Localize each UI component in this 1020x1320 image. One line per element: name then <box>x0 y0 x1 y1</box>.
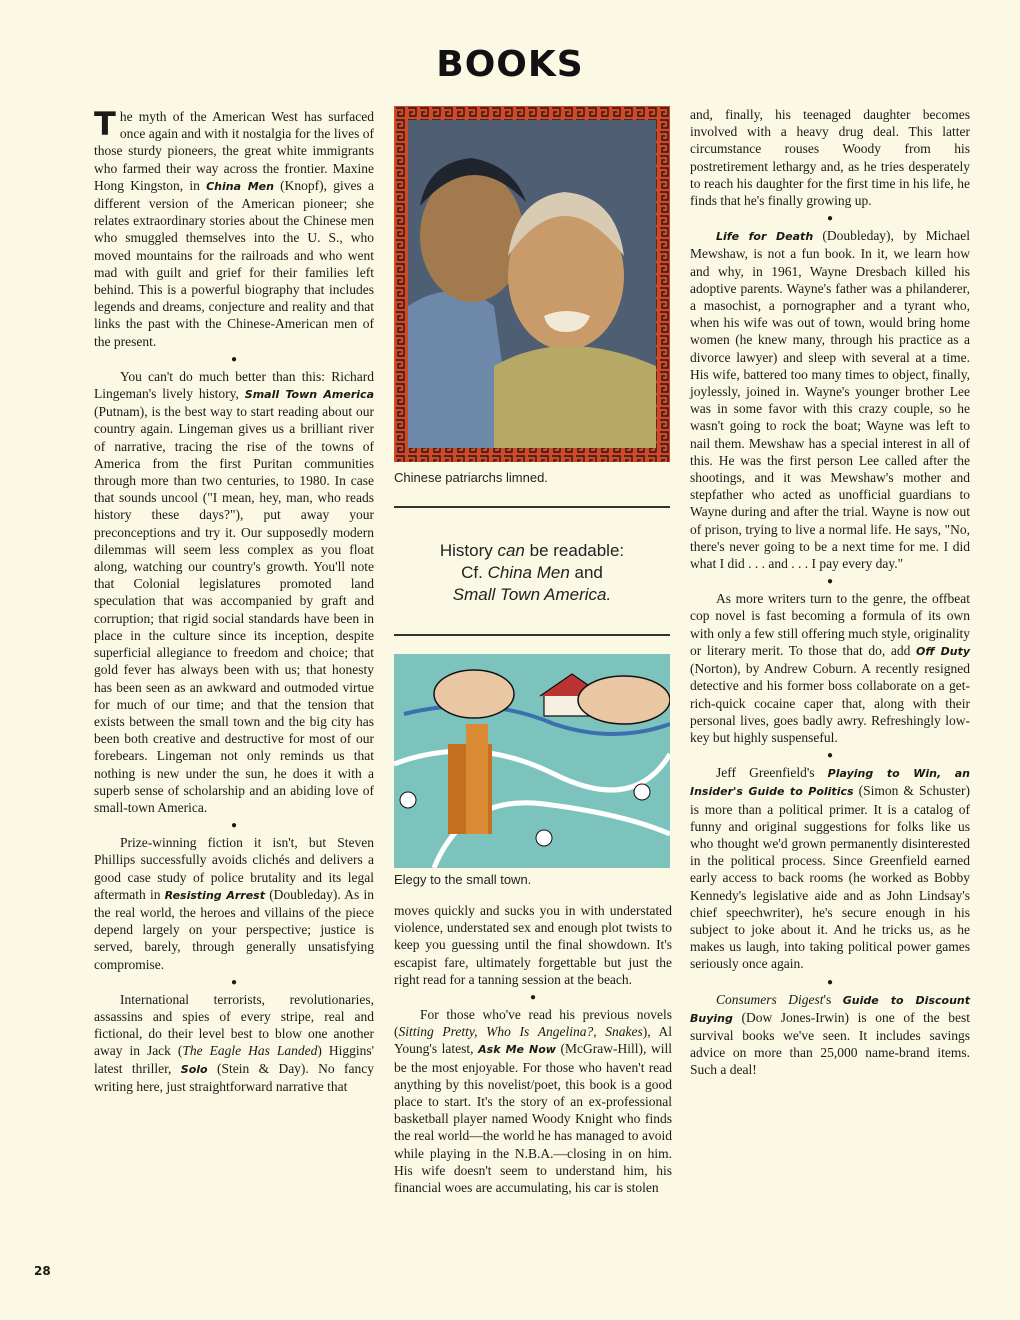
column-3 <box>690 106 970 1083</box>
illustration-caption: Chinese patriarchs limned. <box>394 470 548 485</box>
article-paragraph: The myth of the American West has surfaced once again and with it nostalgia for the lives of those sturdy pioneers, the great white immigrants who farmed their way across the frontier. Maxine Hong Kingston, in China Men (Knopf), gives a different version of the American pioneer; she relates extraordinary stories about the Chinese men who smuggled themselves into the U. S., who moved mountains for the railroads and who went mad with guilt and grief for their families left behind. This is a powerful biography that includes legends and dreams, conjecture and reality and that links the past with the Chinese-American men of the present. <box>94 105 374 349</box>
bullet-separator: ● <box>230 820 238 832</box>
book-title: Ask Me Now <box>478 1043 556 1057</box>
book-title: Off Duty <box>916 644 970 658</box>
article-paragraph: Jeff Greenfield's Playing to Win, an Insider's Guide to Politics (Simon & Schuster) is more than a political primer. It is a catalog of funny and original suggestions for folks like us who thought we'd grown permanently disinterested in the political process. Since Greenfield earned early access to back rooms (he worked as Bobby Kennedy's legislative aide and as John Lindsay's chief speechwriter), he's secure enough in his subject to joke about it. And he tricks us, as he makes us laugh, into taking political power games seriously once again. <box>690 765 970 972</box>
column-2 <box>394 902 672 1200</box>
illustration-caption: Elegy to the small town. <box>394 872 532 887</box>
article-paragraph: For those who've read his previous novels (Sitting Pretty, Who Is Angelina?, Snakes), Al Young's latest, Ask Me Now (McGraw-Hill), will be the most enjoyable. For those who haven't read anything by this novelist/poet, this book is a good place to start. It's the story of an ex-professional basketball player named Woody Knight who finds the real world—the world he has managed to avoid while playing in the N.B.A.—closing in on him. His wife doesn't seem to understand him, his financial woes are accumulating, his car is stolen <box>394 1007 672 1196</box>
bullet-separator: ● <box>826 750 834 762</box>
bullet-separator: ● <box>230 353 238 365</box>
section-title: BOOKS <box>436 44 584 85</box>
publication-name: Consumers Digest <box>716 991 824 1007</box>
article-paragraph: Life for Death (Doubleday), by Michael Mewshaw, is not a fun book. In it, we learn how and why, in 1961, Wayne Dresbach killed his adoptive parents. Wayne's father was a philanderer, a masochist, a pornographer and a tyrant who, when his wife was out of town, would bring home women (he knew many, through his practice as a divorce lawyer) and sleep with several at a time. His wife, battered too many times to object, finally, joylessly, joined in. Wayne's younger brother Lee was in some favor with this crazy couple, so he wasn't going to rock the boat; Wayne was left to nail them. Mewshaw has a special interest in all of this. He was the first person Lee called after the shootings, and it was Mewshaw's mother and stepfather who acted as unofficial guardians to Wayne during and after the trial. Wayne is now out of prison, trying to live a normal life. He says, "No, there's never going to be a next time for me. I did what I did . . . and . . . I pay every day." <box>690 228 970 572</box>
bullet-separator: ● <box>826 976 834 988</box>
article-paragraph: International terrorists, revolutionaries, assassins and spies of every stripe, real and fictional, do their level best to blow one another away in Jack (The Eagle Has Landed) Higgins' latest thriller, Solo (Stein & Day). No fancy writing here, just straightforward narrative that <box>94 991 375 1094</box>
book-title: Resisting Arrest <box>164 888 265 902</box>
bullet-separator: ● <box>529 992 537 1004</box>
article-paragraph: Prize-winning fiction it isn't, but Steven Phillips successfully avoids clichés and delivers a good case study of police brutality and its legal aftermath in Resisting Arrest (Doubleday). As in the real world, the heroes and villains of the piece depend largely on your perspective; justice is served, barely, through generally unsatisfying compromise. <box>94 835 374 972</box>
book-title-italic: Sitting Pretty, Who Is Angelina?, Snakes <box>398 1024 643 1040</box>
bullet-separator: ● <box>826 576 834 588</box>
divider <box>394 506 670 508</box>
book-title: Playing to Win, an Insider's Guide to Politics <box>690 767 970 799</box>
article-paragraph: Consumers Digest's Guide to Discount Buying (Dow Jones-Irwin) is one of the best survival books we've seen. It includes savings advice on more than 25,000 name-brand items. Such a deal! <box>690 991 970 1078</box>
book-title: Guide to Discount Buying <box>690 993 970 1025</box>
article-paragraph: and, finally, his teenaged daughter becomes involved with a heavy drug deal. This latter circumstance rouses Woody from his postretirement lethargy and, as he tries desperately to reach his daughter for the first time in his life, he finds that he's finally growing up. <box>690 107 970 209</box>
column-1 <box>94 105 375 1099</box>
drop-cap: T <box>94 105 116 143</box>
chinese-patriarchs-illustration <box>394 106 670 462</box>
book-title: Solo <box>180 1062 208 1076</box>
book-title: Small Town America <box>244 388 374 402</box>
small-town-map-illustration <box>394 654 670 868</box>
page-number: 28 <box>34 1264 51 1278</box>
article-paragraph: As more writers turn to the genre, the offbeat cop novel is fast becoming a formula of its own with only a few still offering much style, originality or literary merit. To those that do, add Off Duty (Norton), by Andrew Coburn. A recently resigned detective and his former boss collaborate on a get-rich-quick cocaine caper that, along with their personal lives, goes badly awry. Refreshingly low-key but highly suspenseful. <box>690 591 970 745</box>
pull-quote: History can be readable: Cf. China Men and Small Town America. <box>439 541 625 604</box>
bullet-separator: ● <box>230 976 238 988</box>
article-paragraph: You can't do much better than this: Richard Lingeman's lively history, Small Town America (Putnam), is the best way to start reading about our country again. Lingeman gives us a brilliant river of narrative, tracing the rise of the towns of America from the first Puritan communities through more than two centuries, to 1980. In case that sounds uncool ("I mean, hey, man, who reads history these days?"), put away your preconceptions and try it. Our supposedly modern dilemmas will seem less complex as you float along, watching our country's growth. You'll note that Colonial legislatures promoted land speculation that was accompanied by graft and corruption; that rigid social standards have been in place in the culture since its inception, despite superficial allegiance to freedom and choice; that gold fever has always been with us; that honesty has been seen as an awkward and outmoded virtue for much of our time; and that the tension that exists between the small town and the big city has been both creative and destructive for most of our forebears. Lingeman not only reminds us that nothing is new under the sun, he does it with a superb sense of scholarship and an abiding love of small-town America. <box>94 368 374 815</box>
book-title-italic: The Eagle Has Landed <box>182 1043 318 1059</box>
book-title: China Men <box>206 179 274 193</box>
divider <box>394 634 670 636</box>
bullet-separator: ● <box>826 213 834 225</box>
article-paragraph: moves quickly and sucks you in with understated violence, understated sex and enough plot twists to keep you guessing until the final showdown. It's escapist fare, ultimately forgettable but just the right read for a tanning session at the beach. <box>394 903 672 987</box>
book-title: Life for Death <box>716 230 814 244</box>
